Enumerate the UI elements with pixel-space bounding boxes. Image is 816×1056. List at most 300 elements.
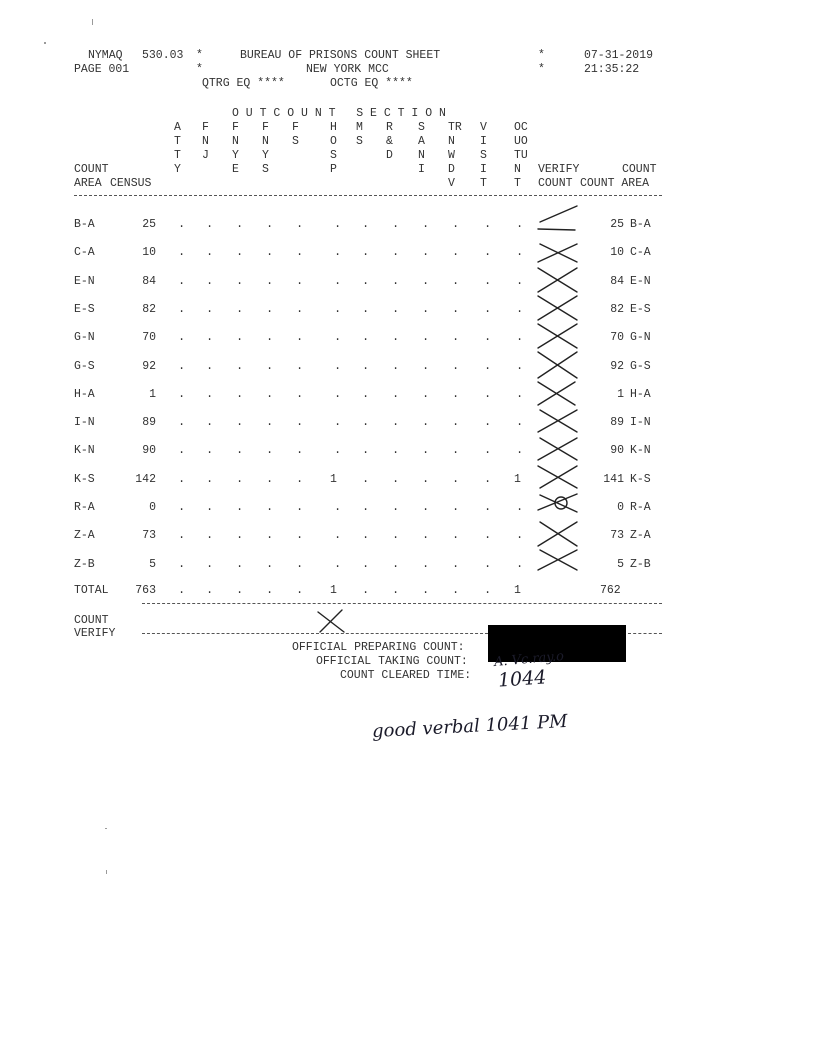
row-dot: . <box>236 273 244 288</box>
row-dot: . <box>296 443 304 458</box>
column-header-cell: N <box>514 163 521 176</box>
row-dot: . <box>392 273 400 288</box>
row-dot: . <box>392 386 400 401</box>
row-dot: . <box>452 556 460 571</box>
row-dot: . <box>334 415 342 430</box>
report-date: 07-31-2019 <box>584 49 654 62</box>
row-dot: . <box>206 301 214 316</box>
row-census: 5 <box>149 557 156 571</box>
row-dot: . <box>362 330 370 345</box>
row-dot: . <box>334 386 342 401</box>
total-census: 763 <box>135 584 156 597</box>
row-outcount: 1 <box>514 472 521 486</box>
row-census: 10 <box>142 246 156 260</box>
column-header-cell: R <box>386 121 393 134</box>
row-area: R-A <box>74 501 95 514</box>
outcount-section-heading: O U T C O U N T S E C T I O N <box>232 107 446 120</box>
row-dot: . <box>452 245 460 260</box>
row-count-area: G-N <box>630 331 651 345</box>
row-dot: . <box>266 273 274 288</box>
row-dot: . <box>266 330 274 345</box>
row-dot: . <box>178 386 186 401</box>
total-dot: . <box>206 583 214 597</box>
row-dot: . <box>236 415 244 430</box>
row-dot: . <box>206 471 214 486</box>
row-dot: . <box>178 273 186 288</box>
row-dot: . <box>392 500 400 514</box>
row-dot: . <box>236 330 244 345</box>
column-header-cell: E <box>232 163 239 176</box>
total-dot: . <box>362 583 370 597</box>
row-dot: . <box>516 217 524 231</box>
total-dot: . <box>296 583 304 597</box>
column-header-cell: N <box>448 135 455 148</box>
row-count: 25 <box>610 218 624 231</box>
row-dot: . <box>266 301 274 316</box>
row-dot: . <box>516 443 524 458</box>
column-header-cell: F <box>262 121 269 134</box>
area-heading: AREA <box>74 177 102 190</box>
row-census: 73 <box>142 529 156 543</box>
row-dot: . <box>484 415 492 430</box>
row-count: 10 <box>610 246 624 260</box>
row-count: 90 <box>610 444 624 458</box>
row-census: 70 <box>142 331 156 345</box>
row-dot: . <box>266 217 274 231</box>
row-dot: . <box>452 217 460 231</box>
row-dot: . <box>484 301 492 316</box>
row-dot: . <box>236 443 244 458</box>
row-dot: . <box>362 273 370 288</box>
row-dot: . <box>422 245 430 260</box>
row-count-area: G-S <box>630 359 651 373</box>
column-header-cell: Y <box>232 149 239 162</box>
row-dot: . <box>422 273 430 288</box>
row-dot: . <box>178 245 186 260</box>
row-dot: . <box>266 500 274 514</box>
row-dot: . <box>296 330 304 345</box>
total-label: TOTAL <box>74 584 109 597</box>
total-outcount: 1 <box>514 584 521 597</box>
report-time: 21:35:22 <box>584 63 640 76</box>
row-dot: . <box>484 471 492 486</box>
row-dot: . <box>206 443 214 458</box>
row-dot: . <box>362 556 370 571</box>
row-dot: . <box>452 415 460 430</box>
row-dot: . <box>392 358 400 373</box>
census-heading: CENSUS <box>110 177 152 190</box>
column-header-cell: I <box>480 135 487 148</box>
row-dot: . <box>516 500 524 514</box>
row-dot: . <box>392 217 400 231</box>
column-header-cell: S <box>330 149 337 162</box>
row-census: 82 <box>142 302 156 316</box>
row-count: 1 <box>617 387 624 401</box>
column-header-cell: A <box>174 121 181 134</box>
row-area: G-N <box>74 331 95 345</box>
column-header-cell: N <box>262 135 269 148</box>
row-dot: . <box>516 245 524 260</box>
row-census: 90 <box>142 444 156 458</box>
row-count-area: E-S <box>630 302 651 316</box>
row-dot: . <box>334 556 342 571</box>
row-dot: . <box>236 358 244 373</box>
column-header-cell: F <box>202 121 209 134</box>
row-dot: . <box>484 500 492 514</box>
row-dot: . <box>422 500 430 514</box>
row-dot: . <box>178 217 186 231</box>
row-area: I-N <box>74 416 95 430</box>
system-code: NYMAQ <box>88 49 123 62</box>
row-dot: . <box>266 245 274 260</box>
row-count: 141 <box>603 472 624 486</box>
row-hosp: 1 <box>330 472 337 486</box>
total-dot: . <box>392 583 400 597</box>
count-verify-label: COUNT <box>74 614 109 627</box>
qtrg-label: QTRG EQ **** <box>202 77 285 90</box>
row-dot: . <box>206 330 214 345</box>
row-dot: . <box>484 386 492 401</box>
row-area: Z-B <box>74 557 95 571</box>
row-dot: . <box>178 330 186 345</box>
row-area: C-A <box>74 246 95 260</box>
row-dot: . <box>516 556 524 571</box>
row-count-area: I-N <box>630 416 651 430</box>
row-dot: . <box>296 528 304 543</box>
total-dot: . <box>484 583 492 597</box>
row-dot: . <box>362 217 370 231</box>
row-census: 0 <box>149 501 156 514</box>
total-dot: . <box>266 583 274 597</box>
row-dot: . <box>422 358 430 373</box>
count-area-right-heading: COUNT AREA <box>580 177 650 190</box>
row-dot: . <box>334 528 342 543</box>
row-census: 1 <box>149 387 156 401</box>
row-count-area: H-A <box>630 387 651 401</box>
row-count-area: R-A <box>630 501 651 514</box>
column-header-cell: F <box>292 121 299 134</box>
total-dot: . <box>422 583 430 597</box>
row-area: K-N <box>74 444 95 458</box>
total-dot: . <box>178 583 186 597</box>
column-header-cell: O <box>330 135 337 148</box>
column-header-cell: T <box>174 149 181 162</box>
row-dot: . <box>452 330 460 345</box>
handwritten-note: good verbal 1041 PM <box>371 710 569 743</box>
row-dot: . <box>392 471 400 486</box>
row-dot: . <box>236 500 244 514</box>
row-dot: . <box>178 500 186 514</box>
row-dot: . <box>266 471 274 486</box>
header-star: * <box>538 63 545 76</box>
row-count-area: C-A <box>630 246 651 260</box>
row-dot: . <box>452 528 460 543</box>
row-dot: . <box>484 556 492 571</box>
row-dot: . <box>236 556 244 571</box>
row-count: 0 <box>617 501 624 514</box>
column-header-cell: V <box>480 121 487 134</box>
row-dot: . <box>178 358 186 373</box>
row-dot: . <box>484 245 492 260</box>
column-header-cell: T <box>480 177 487 190</box>
document-title: BUREAU OF PRISONS COUNT SHEET <box>240 49 441 62</box>
official-taking-label: OFFICIAL TAKING COUNT: <box>316 655 468 668</box>
count-cleared-label: COUNT CLEARED TIME: <box>340 669 472 682</box>
count-verify-mark <box>318 612 344 632</box>
handwritten-cleared-time: 1044 <box>497 666 548 692</box>
row-dot: . <box>206 273 214 288</box>
row-count: 84 <box>610 274 624 288</box>
row-dot: . <box>516 273 524 288</box>
row-count-area: E-N <box>630 274 651 288</box>
row-dot: . <box>516 528 524 543</box>
row-dot: . <box>362 528 370 543</box>
row-dot: . <box>206 500 214 514</box>
column-header-cell: T <box>514 177 521 190</box>
official-preparing-label: OFFICIAL PREPARING COUNT: <box>292 641 465 654</box>
row-dot: . <box>392 528 400 543</box>
row-dot: . <box>206 217 214 231</box>
row-count: 92 <box>610 359 624 373</box>
row-dot: . <box>266 443 274 458</box>
row-dot: . <box>516 358 524 373</box>
row-dot: . <box>422 556 430 571</box>
row-dot: . <box>296 217 304 231</box>
column-header-cell: OC <box>514 121 528 134</box>
row-count: 89 <box>610 416 624 430</box>
total-hosp: 1 <box>330 584 337 597</box>
row-dot: . <box>178 528 186 543</box>
row-count-area: Z-A <box>630 529 651 543</box>
row-dot: . <box>452 500 460 514</box>
program-number: 530.03 <box>142 49 184 62</box>
row-dot: . <box>236 245 244 260</box>
row-dot: . <box>296 245 304 260</box>
row-census: 142 <box>135 472 156 486</box>
row-dot: . <box>236 471 244 486</box>
row-area: H-A <box>74 387 95 401</box>
row-dot: . <box>334 330 342 345</box>
row-dot: . <box>422 386 430 401</box>
verify-count-heading: COUNT <box>538 177 573 190</box>
column-header-cell: UO <box>514 135 528 148</box>
check-mark-b-a <box>538 229 575 230</box>
column-header-cell: D <box>448 163 455 176</box>
row-dot: . <box>452 386 460 401</box>
row-count-area: K-S <box>630 472 651 486</box>
row-dot: . <box>362 386 370 401</box>
column-header-cell: S <box>356 135 363 148</box>
row-census: 92 <box>142 359 156 373</box>
institution-name: NEW YORK MCC <box>306 63 389 76</box>
row-dot: . <box>296 386 304 401</box>
row-count-area: B-A <box>630 218 651 231</box>
row-area: B-A <box>74 218 95 231</box>
row-count: 5 <box>617 557 624 571</box>
row-dot: . <box>178 301 186 316</box>
header-star: * <box>196 49 203 62</box>
row-dot: . <box>334 273 342 288</box>
column-header-cell: TU <box>514 149 528 162</box>
row-dot: . <box>362 301 370 316</box>
row-dot: . <box>206 245 214 260</box>
octg-label: OCTG EQ **** <box>330 77 413 90</box>
row-census: 25 <box>142 218 156 231</box>
column-header-cell: S <box>480 149 487 162</box>
row-dot: . <box>484 443 492 458</box>
row-dot: . <box>266 386 274 401</box>
row-dot: . <box>422 528 430 543</box>
check-mark-b-a <box>540 206 577 222</box>
row-dot: . <box>516 330 524 345</box>
row-count: 73 <box>610 529 624 543</box>
column-header-cell: A <box>418 135 425 148</box>
row-dot: . <box>392 245 400 260</box>
row-dot: . <box>206 386 214 401</box>
row-dot: . <box>452 358 460 373</box>
row-dot: . <box>392 330 400 345</box>
row-dot: . <box>484 528 492 543</box>
row-dot: . <box>334 245 342 260</box>
row-dot: . <box>334 500 342 514</box>
column-header-cell: W <box>448 149 455 162</box>
scan-speck <box>105 828 107 829</box>
row-area: Z-A <box>74 529 95 543</box>
row-dot: . <box>206 556 214 571</box>
row-census: 84 <box>142 274 156 288</box>
row-dot: . <box>392 301 400 316</box>
row-dot: . <box>392 443 400 458</box>
column-header-cell: N <box>202 135 209 148</box>
row-dot: . <box>484 273 492 288</box>
row-dot: . <box>296 471 304 486</box>
row-dot: . <box>422 471 430 486</box>
column-header-cell: F <box>232 121 239 134</box>
row-dot: . <box>452 273 460 288</box>
row-dot: . <box>334 217 342 231</box>
row-dot: . <box>266 358 274 373</box>
header-star: * <box>196 63 203 76</box>
row-dot: . <box>206 415 214 430</box>
row-count: 70 <box>610 331 624 345</box>
row-dot: . <box>334 443 342 458</box>
column-header-cell: S <box>262 163 269 176</box>
row-dot: . <box>422 443 430 458</box>
row-dot: . <box>452 471 460 486</box>
row-dot: . <box>422 217 430 231</box>
row-dot: . <box>516 386 524 401</box>
column-header-cell: H <box>330 121 337 134</box>
row-dot: . <box>266 528 274 543</box>
row-dot: . <box>362 358 370 373</box>
row-dot: . <box>392 556 400 571</box>
row-dot: . <box>236 528 244 543</box>
column-header-cell: Y <box>174 163 181 176</box>
row-dot: . <box>178 556 186 571</box>
row-dot: . <box>178 471 186 486</box>
row-dot: . <box>296 415 304 430</box>
row-dot: . <box>236 217 244 231</box>
row-dot: . <box>362 471 370 486</box>
row-dot: . <box>362 245 370 260</box>
header-star: * <box>538 49 545 62</box>
row-dot: . <box>484 217 492 231</box>
row-dot: . <box>178 415 186 430</box>
column-header-cell: TR <box>448 121 462 134</box>
row-dot: . <box>516 301 524 316</box>
row-area: E-N <box>74 274 95 288</box>
row-dot: . <box>362 415 370 430</box>
row-dot: . <box>334 301 342 316</box>
column-header-cell: & <box>386 135 393 148</box>
row-dot: . <box>296 301 304 316</box>
count-area-heading: COUNT <box>74 163 109 176</box>
column-header-cell: Y <box>262 149 269 162</box>
verify-label: VERIFY <box>74 627 116 640</box>
row-dot: . <box>516 415 524 430</box>
handwritten-signature: A. Vc.ray.o <box>493 648 565 671</box>
row-dot: . <box>296 556 304 571</box>
row-dot: . <box>422 330 430 345</box>
total-count: 762 <box>600 584 621 597</box>
column-header-cell: V <box>448 177 455 190</box>
total-dot: . <box>236 583 244 597</box>
column-header-cell: I <box>480 163 487 176</box>
row-count-area: Z-B <box>630 557 651 571</box>
count-heading: COUNT <box>622 163 657 176</box>
row-dot: . <box>334 358 342 373</box>
column-header-cell: J <box>202 149 209 162</box>
column-header-cell: N <box>232 135 239 148</box>
row-dot: . <box>178 443 186 458</box>
row-dot: . <box>452 443 460 458</box>
row-dot: . <box>236 386 244 401</box>
total-dot: . <box>452 583 460 597</box>
row-count: 82 <box>610 302 624 316</box>
page-number: PAGE 001 <box>74 63 130 76</box>
row-dot: . <box>266 556 274 571</box>
row-dot: . <box>484 358 492 373</box>
scan-speck <box>106 870 107 874</box>
column-header-cell: T <box>174 135 181 148</box>
row-dot: . <box>452 301 460 316</box>
row-dot: . <box>206 358 214 373</box>
column-header-cell: D <box>386 149 393 162</box>
row-dot: . <box>422 415 430 430</box>
verify-heading: VERIFY <box>538 163 580 176</box>
row-dot: . <box>296 500 304 514</box>
row-area: K-S <box>74 472 95 486</box>
scan-speck <box>92 19 93 25</box>
row-area: E-S <box>74 302 95 316</box>
column-header-cell: I <box>418 163 425 176</box>
column-header-cell: S <box>292 135 299 148</box>
row-dot: . <box>362 500 370 514</box>
row-dot: . <box>296 273 304 288</box>
row-dot: . <box>206 528 214 543</box>
scan-speck <box>44 42 46 44</box>
column-header-cell: S <box>418 121 425 134</box>
row-area: G-S <box>74 359 95 373</box>
row-dot: . <box>362 443 370 458</box>
row-dot: . <box>422 301 430 316</box>
row-census: 89 <box>142 416 156 430</box>
row-dot: . <box>296 358 304 373</box>
row-count-area: K-N <box>630 444 651 458</box>
row-dot: . <box>392 415 400 430</box>
row-dot: . <box>236 301 244 316</box>
column-header-cell: N <box>418 149 425 162</box>
